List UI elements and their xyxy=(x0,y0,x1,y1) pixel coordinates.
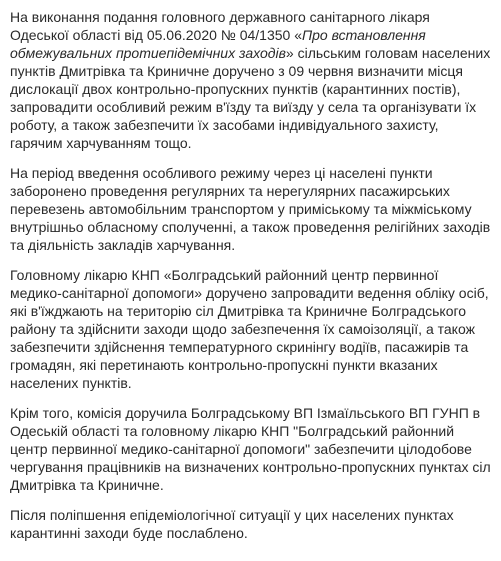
paragraph-1-text-start: На виконання подання головного державного санітарного лікаря Одеської області від 05.06.2020 № 04/1350 « xyxy=(10,9,430,43)
decree-title: Про встановлення обмежувальних протиепідемічних заходів xyxy=(10,27,426,61)
paragraph-3: Головному лікарю КНП «Болградський районний центр первинної медико-санітарної допомоги» доручено запровадити ведення обліку осіб, які в'їжджають на територію сіл Дмитрівка та Криничне Болградського району та здійснити заходи щодо забезпечення їх самоізоляції, а також забезпечити здійснення температурного скринінгу водіїв, пасажирів та громадян, які перетинають контрольно-пропускні пункти вказаних населених пунктів. xyxy=(10,267,489,391)
paragraph-1-text-end: » сільським головам населених пунктів Дмитрівка та Криничне доручено з 09 червня визначити місця дислокації двох контрольно-пропускних пунктів (карантинних постів), запровадити особливий режим в'їзду та виїзду у села та організувати їх роботу, а також забезпечити їх засобами індивідуального захисту, гарячим харчуванням тощо. xyxy=(10,45,491,151)
paragraph-2: На період введення особливого режиму через ці населені пункти заборонено проведення регулярних та нерегулярних пасажирських перевезень автомобільним транспортом у приміському та міжміському внутрішньо обласному сполученні, а також проведення релігійних заходів та діяльність закладів харчування. xyxy=(10,165,491,253)
paragraph-4: Крім того, комісія доручила Болградському ВП Ізмаїльського ВП ГУНП в Одеській області та головному лікарю КНП "Болградський районний центр первинної медико-санітарної допомоги" забезпечити цілодобове чергування працівників на визначених контрольно-пропускних пунктах сіл Дмитрівка та Криничне. xyxy=(10,405,491,493)
paragraph-1 xyxy=(10,8,491,152)
paragraph-5: Після поліпшення епідеміологічної ситуації у цих населених пунктах карантинні заходи буде послаблено. xyxy=(10,507,454,541)
